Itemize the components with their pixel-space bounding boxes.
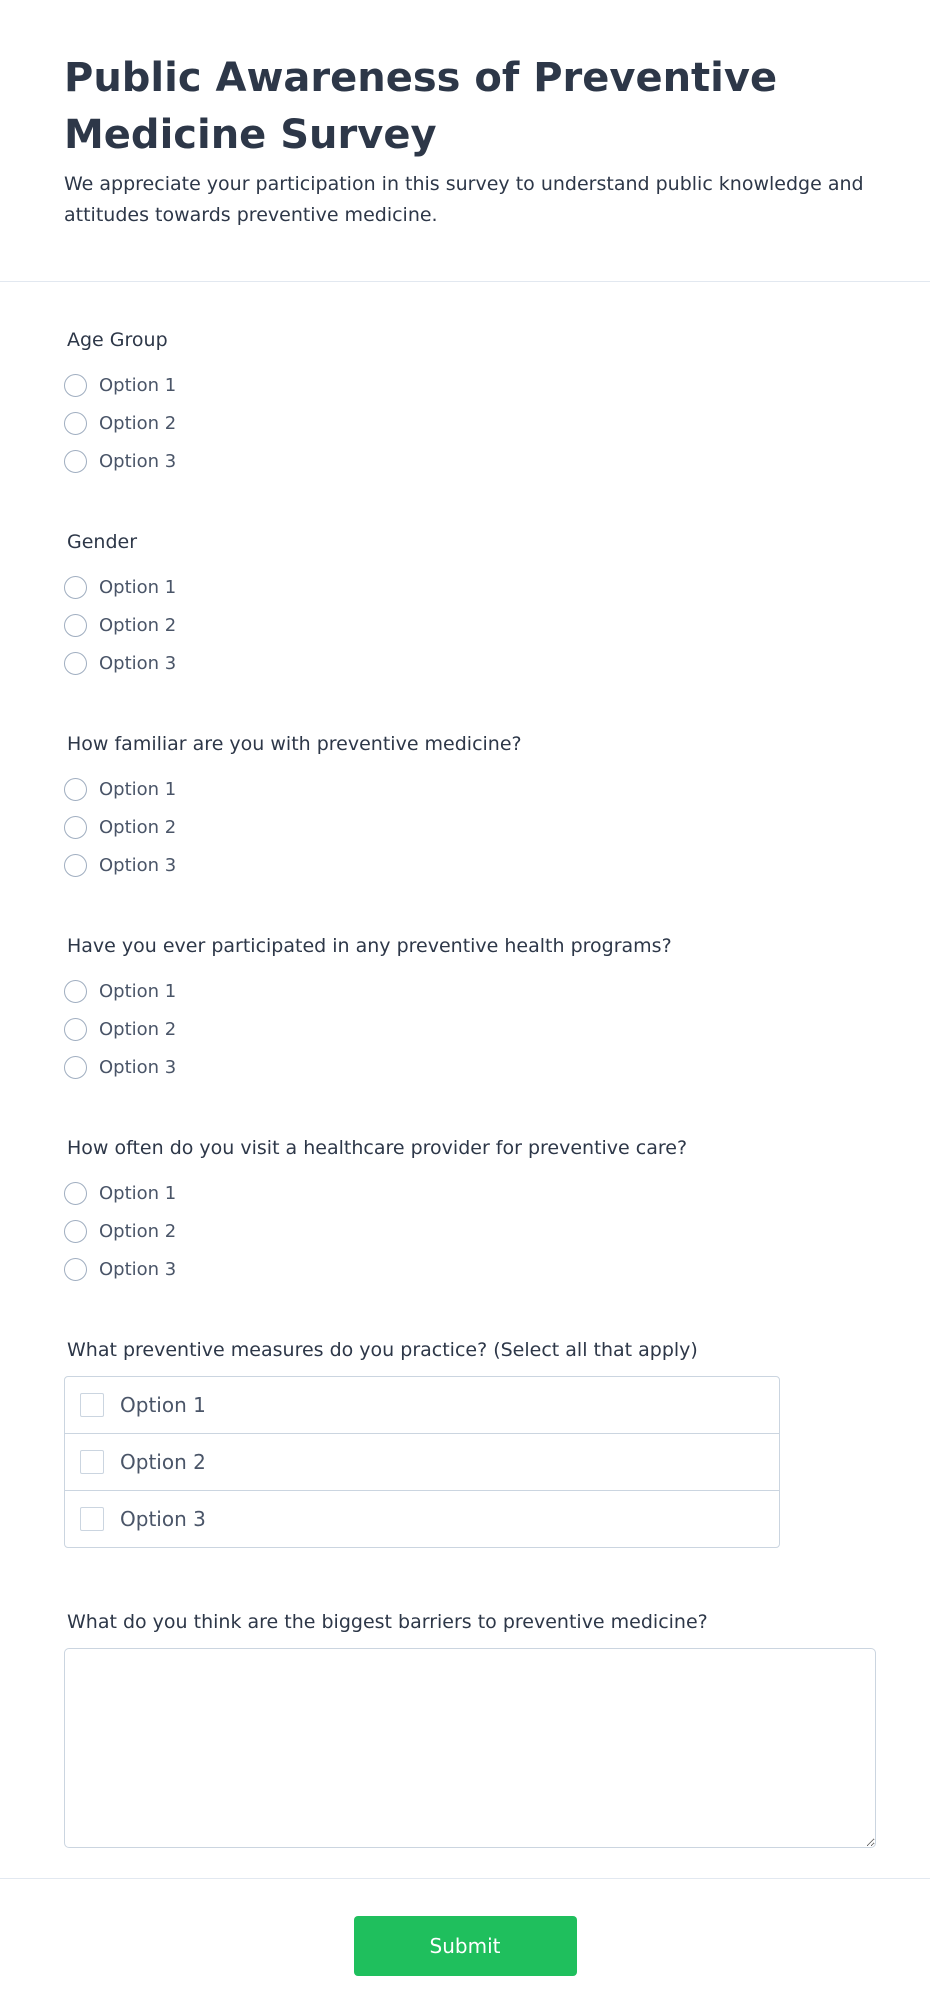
radio-option-label: Option 1	[99, 576, 177, 598]
radio-button[interactable]	[64, 1182, 87, 1205]
radio-option[interactable]	[64, 366, 866, 404]
checkbox-option-label: Option 2	[120, 1450, 206, 1474]
page-description: We appreciate your participation in this survey to understand public knowledge and attitudes towards preventive medicine.	[64, 173, 864, 226]
question-gender	[64, 528, 866, 682]
radio-option-label: Option 2	[99, 1220, 177, 1242]
checkbox-option-label: Option 3	[120, 1507, 206, 1531]
question-preventive-measures	[64, 1336, 866, 1548]
radio-option[interactable]	[64, 442, 866, 480]
radio-option-label: Option 1	[99, 1182, 177, 1204]
question-health-programs	[64, 932, 866, 1086]
question-visit-frequency	[64, 1134, 866, 1288]
radio-option[interactable]	[64, 644, 866, 682]
radio-button[interactable]	[64, 412, 87, 435]
radio-option[interactable]	[64, 808, 866, 846]
checkbox[interactable]	[80, 1507, 104, 1531]
radio-option[interactable]	[64, 1048, 866, 1086]
radio-option[interactable]	[64, 404, 866, 442]
radio-option-label: Option 2	[99, 412, 177, 434]
survey-form	[0, 282, 930, 1848]
radio-option[interactable]	[64, 972, 866, 1010]
radio-button[interactable]	[64, 374, 87, 397]
radio-button[interactable]	[64, 980, 87, 1003]
radio-button[interactable]	[64, 816, 87, 839]
question-label: Have you ever participated in any preventive health programs?	[67, 935, 672, 957]
radio-option[interactable]	[64, 568, 866, 606]
question-label: What do you think are the biggest barriers to preventive medicine?	[67, 1611, 708, 1633]
radio-button[interactable]	[64, 450, 87, 473]
checkbox[interactable]	[80, 1393, 104, 1417]
radio-button[interactable]	[64, 778, 87, 801]
barriers-textarea[interactable]	[64, 1648, 876, 1848]
radio-option[interactable]	[64, 846, 866, 884]
radio-option[interactable]	[64, 1250, 866, 1288]
radio-option-label: Option 3	[99, 450, 177, 472]
page-title: Public Awareness of Preventive Medicine Survey	[64, 55, 778, 158]
radio-button[interactable]	[64, 652, 87, 675]
question-age-group	[64, 326, 866, 480]
radio-option-label: Option 3	[99, 652, 177, 674]
radio-button[interactable]	[64, 1018, 87, 1041]
radio-option-label: Option 3	[99, 854, 177, 876]
survey-header	[0, 0, 930, 282]
radio-option[interactable]	[64, 1010, 866, 1048]
radio-option-label: Option 2	[99, 1018, 177, 1040]
form-footer	[0, 1878, 930, 1976]
radio-button[interactable]	[64, 854, 87, 877]
radio-option[interactable]	[64, 1212, 866, 1250]
question-label: What preventive measures do you practice? (Select all that apply)	[67, 1339, 698, 1361]
submit-button[interactable]: Submit	[354, 1916, 577, 1976]
radio-option-label: Option 1	[99, 980, 177, 1002]
radio-button[interactable]	[64, 576, 87, 599]
radio-option-label: Option 3	[99, 1258, 177, 1280]
checkbox-option[interactable]	[65, 1491, 779, 1547]
radio-option[interactable]	[64, 770, 866, 808]
checkbox-option[interactable]	[65, 1434, 779, 1491]
question-label: Gender	[67, 531, 138, 553]
question-familiarity	[64, 730, 866, 884]
radio-option[interactable]	[64, 606, 866, 644]
question-barriers	[64, 1608, 866, 1848]
question-label: How familiar are you with preventive medicine?	[67, 733, 522, 755]
checkbox-option[interactable]	[65, 1377, 779, 1434]
radio-button[interactable]	[64, 1056, 87, 1079]
radio-button[interactable]	[64, 614, 87, 637]
radio-button[interactable]	[64, 1258, 87, 1281]
radio-button[interactable]	[64, 1220, 87, 1243]
checkbox-group	[64, 1376, 780, 1548]
radio-option-label: Option 3	[99, 1056, 177, 1078]
checkbox[interactable]	[80, 1450, 104, 1474]
radio-option[interactable]	[64, 1174, 866, 1212]
radio-option-label: Option 2	[99, 816, 177, 838]
radio-option-label: Option 1	[99, 374, 177, 396]
radio-option-label: Option 2	[99, 614, 177, 636]
question-label: How often do you visit a healthcare provider for preventive care?	[67, 1137, 688, 1159]
checkbox-option-label: Option 1	[120, 1393, 206, 1417]
radio-option-label: Option 1	[99, 778, 177, 800]
question-label: Age Group	[67, 329, 168, 351]
